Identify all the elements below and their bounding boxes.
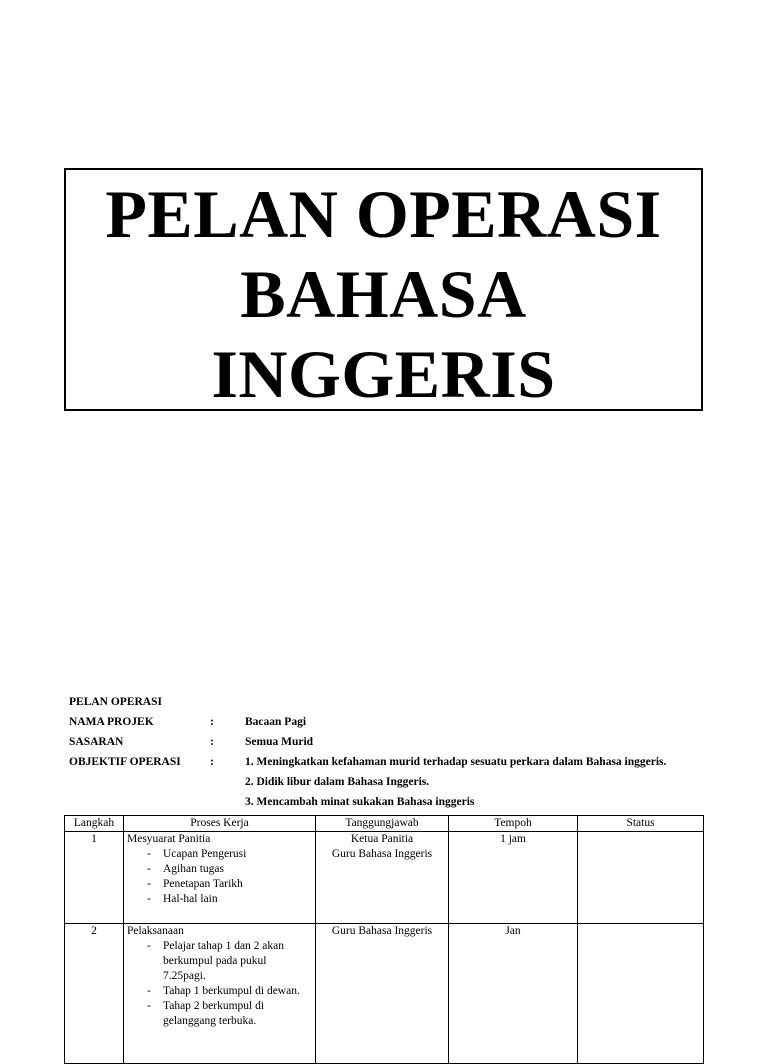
step-cell: 2: [65, 924, 124, 1064]
duration-cell: Jan: [449, 924, 578, 1064]
info-heading: PELAN OPERASI: [69, 696, 162, 708]
info-row-target: [69, 732, 666, 752]
objective-text: 3. Mencambah minat sukakan Bahasa inggeris: [245, 796, 475, 808]
info-row-project-name: [69, 712, 666, 732]
table-header-row: [65, 816, 704, 832]
list-item: - Penetapan Tarikh: [147, 877, 312, 892]
list-item: - Tahap 1 berkumpul di dewan.: [147, 984, 312, 999]
responsibility-cell: [316, 832, 449, 924]
responsibility-line: Ketua Panitia: [350, 833, 414, 845]
list-item: - Pelajar tahap 1 dan 2 akan berkumpul pada pukul 7.25pagi.: [147, 939, 312, 984]
table-row: [65, 832, 704, 924]
table-row: [65, 924, 704, 1064]
status-cell: [578, 924, 704, 1064]
header-step: Langkah: [65, 816, 124, 832]
objective-item-3: [69, 792, 666, 812]
objective-text: 2. Didik libur dalam Bahasa Inggeris.: [245, 776, 430, 788]
list-item: - Hal-hal lain: [147, 892, 312, 907]
process-title: Pelaksanaan: [127, 925, 184, 937]
info-colon: :: [210, 756, 214, 768]
info-value: Bacaan Pagi: [245, 716, 307, 728]
process-title: Mesyuarat Panitia: [127, 833, 211, 845]
document-title-box: [64, 168, 703, 411]
header-responsibility: Tanggungjawab: [316, 816, 449, 832]
header-status: Status: [578, 816, 704, 832]
process-list: [127, 847, 312, 907]
objective-item-2: [69, 772, 666, 792]
list-item: - Ucapan Pengerusi: [147, 847, 312, 862]
info-label: SASARAN: [69, 736, 124, 748]
info-colon: :: [210, 716, 214, 728]
info-row-objective: [69, 752, 666, 772]
title-line-2: BAHASA: [240, 256, 527, 332]
list-item: - Tahap 2 berkumpul di gelanggang terbuka.: [147, 999, 312, 1029]
title-line-3: INGGERIS: [211, 336, 556, 412]
responsibility-line: Guru Bahasa Inggeris: [331, 848, 433, 860]
info-heading-row: [69, 692, 666, 712]
step-cell: 1: [65, 832, 124, 924]
header-duration: Tempoh: [449, 816, 578, 832]
list-item: - Agihan tugas: [147, 862, 312, 877]
responsibility-line: Guru Bahasa Inggeris: [331, 925, 433, 937]
info-value: 1. Meningkatkan kefahaman murid terhadap sesuatu perkara dalam Bahasa inggeris.: [245, 756, 667, 768]
title-line-1: PELAN OPERASI: [105, 176, 662, 252]
info-label: NAMA PROJEK: [69, 716, 154, 728]
duration-cell: 1 jam: [449, 832, 578, 924]
process-cell: [124, 832, 316, 924]
process-list: [127, 939, 312, 1029]
info-colon: :: [210, 736, 214, 748]
info-value: Semua Murid: [245, 736, 314, 748]
plan-info-section: [69, 692, 666, 812]
responsibility-cell: [316, 924, 449, 1064]
header-process: Proses Kerja: [124, 816, 316, 832]
operation-plan-table: [64, 815, 704, 1064]
status-cell: [578, 832, 704, 924]
process-cell: [124, 924, 316, 1064]
info-label: OBJEKTIF OPERASI: [69, 756, 181, 768]
